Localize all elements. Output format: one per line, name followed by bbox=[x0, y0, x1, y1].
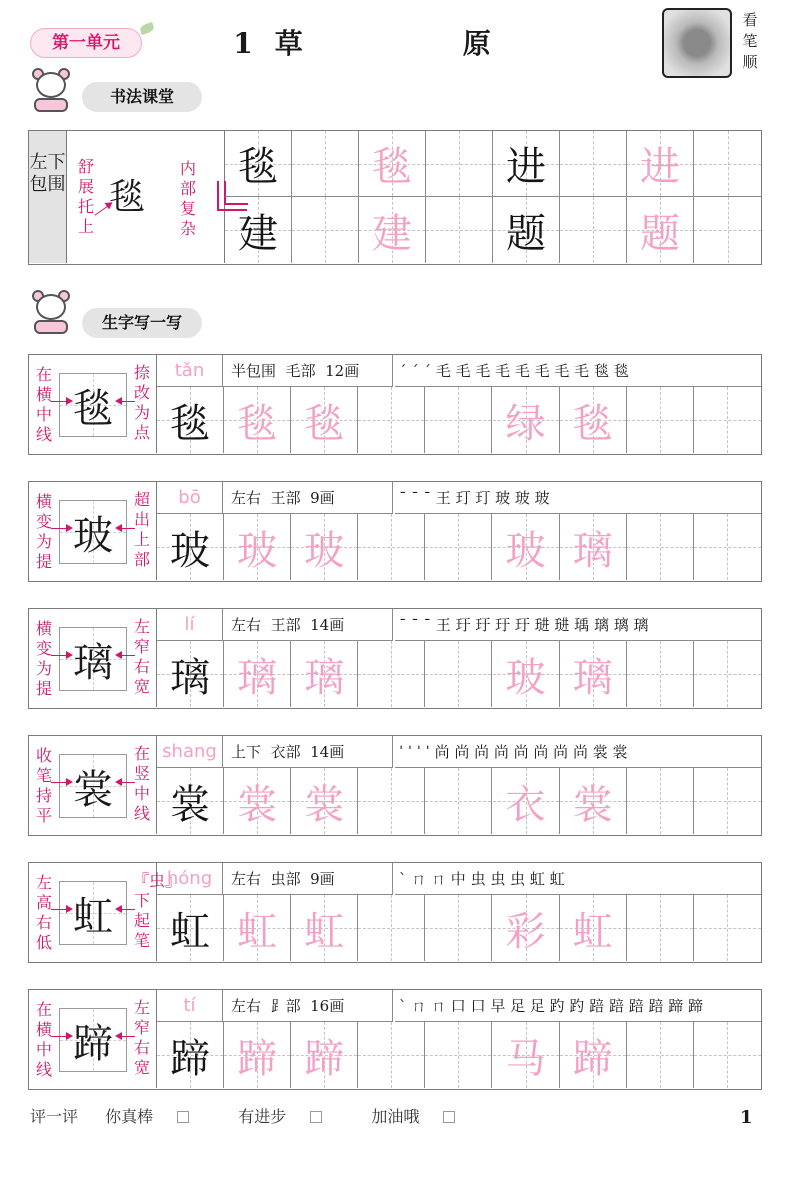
tip-arrow bbox=[117, 401, 135, 402]
practice-cell[interactable] bbox=[157, 1022, 224, 1088]
left-tip: 左高右低 bbox=[35, 873, 52, 952]
practice-banner: 生字写一写 bbox=[82, 308, 202, 338]
practice-cell[interactable] bbox=[694, 895, 761, 961]
practice-cell[interactable] bbox=[627, 514, 694, 580]
pinyin: bō bbox=[157, 482, 223, 514]
page-number: 1 bbox=[740, 1107, 753, 1128]
trace-character: 玻 bbox=[505, 654, 546, 701]
trace-character: 彩 bbox=[505, 908, 546, 955]
trace-character: 毯 bbox=[304, 400, 345, 447]
stroke-order: ˈ ˈ ˈ ˈ 尚 尚 尚 尚 尚 尚 尚 尚 裳 裳 bbox=[395, 736, 761, 768]
trace-character: 玻 bbox=[505, 527, 546, 574]
practice-cell[interactable] bbox=[425, 641, 492, 707]
lesson-title-text: 草 原 bbox=[274, 27, 557, 60]
trace-character: 毯 bbox=[372, 144, 412, 190]
stroke-order: ˉ ˉ ˉ 王 玗 玗 玗 玗 琎 琎 瑀 璃 璃 璃 bbox=[395, 609, 761, 641]
evaluation-bar bbox=[30, 1104, 499, 1127]
pinyin: tǎn bbox=[157, 355, 223, 387]
demo-character: 玻 bbox=[73, 512, 113, 559]
practice-row bbox=[28, 989, 762, 1090]
demo-character: 璃 bbox=[73, 639, 113, 686]
practice-cell[interactable] bbox=[292, 197, 359, 263]
practice-cell[interactable] bbox=[359, 131, 426, 197]
trace-character: 璃 bbox=[237, 654, 278, 701]
left-tip: 收笔持平 bbox=[35, 746, 52, 825]
model-character: 进 bbox=[506, 144, 546, 190]
practice-row bbox=[28, 862, 762, 963]
pinyin: hóng bbox=[157, 863, 223, 895]
practice-cell[interactable] bbox=[358, 768, 425, 834]
practice-row bbox=[28, 481, 762, 582]
practice-cell[interactable] bbox=[425, 514, 492, 580]
tip-arrow bbox=[51, 1036, 71, 1037]
practice-cell[interactable] bbox=[694, 131, 761, 197]
practice-cell[interactable] bbox=[560, 895, 627, 961]
practice-cell[interactable] bbox=[560, 387, 627, 453]
practice-cell[interactable] bbox=[358, 1022, 425, 1088]
char-info bbox=[223, 609, 393, 641]
practice-cell[interactable] bbox=[291, 387, 358, 453]
tip-arrow bbox=[117, 528, 135, 529]
stroke-count: 9画 bbox=[310, 870, 335, 888]
demo-box bbox=[59, 500, 127, 564]
trace-character: 绿 bbox=[505, 400, 546, 447]
option-keep-going[interactable]: 加油哦 bbox=[371, 1107, 477, 1126]
practice-cell[interactable] bbox=[627, 387, 694, 453]
pinyin: tí bbox=[157, 990, 223, 1022]
practice-cell[interactable] bbox=[358, 387, 425, 453]
left-tip: 横变为提 bbox=[35, 492, 52, 571]
tip-arrow bbox=[51, 782, 71, 783]
practice-cell[interactable] bbox=[560, 641, 627, 707]
trace-character: 玻 bbox=[304, 527, 345, 574]
stroke-count: 14画 bbox=[310, 616, 345, 634]
practice-row bbox=[28, 735, 762, 836]
trace-character: 玻 bbox=[237, 527, 278, 574]
trace-character: 蹄 bbox=[572, 1035, 613, 1082]
practice-cell[interactable] bbox=[493, 197, 560, 263]
char-info bbox=[223, 482, 393, 514]
structure: 左右 bbox=[231, 489, 262, 507]
structure-label: 左下包围 bbox=[29, 131, 67, 263]
practice-cell[interactable] bbox=[157, 895, 224, 961]
practice-cell[interactable] bbox=[157, 768, 224, 834]
practice-cell[interactable] bbox=[627, 197, 694, 263]
practice-cell[interactable] bbox=[291, 768, 358, 834]
demo-box bbox=[59, 373, 127, 437]
practice-cell[interactable] bbox=[157, 387, 224, 453]
practice-cell[interactable] bbox=[426, 131, 493, 197]
practice-cell[interactable] bbox=[694, 1022, 761, 1088]
stroke-count: 9画 bbox=[310, 489, 335, 507]
practice-cell[interactable] bbox=[493, 131, 560, 197]
practice-cell[interactable] bbox=[224, 641, 291, 707]
stroke-count: 14画 bbox=[310, 743, 345, 761]
model-character: 玻 bbox=[170, 527, 211, 574]
trace-character: 璃 bbox=[572, 527, 613, 574]
model-character: 蹄 bbox=[170, 1035, 211, 1082]
tip-arrow bbox=[117, 1036, 135, 1037]
practice-cell[interactable] bbox=[627, 641, 694, 707]
model-character: 裳 bbox=[170, 781, 211, 828]
stroke-count: 16画 bbox=[310, 997, 345, 1015]
practice-cell[interactable] bbox=[224, 895, 291, 961]
trace-character: 衣 bbox=[505, 781, 546, 828]
demo-panel bbox=[29, 736, 157, 834]
trace-character: 马 bbox=[505, 1035, 546, 1082]
structure: 左右 bbox=[231, 997, 262, 1015]
model-character: 题 bbox=[506, 210, 546, 257]
practice-cell[interactable] bbox=[426, 197, 493, 263]
practice-cell[interactable] bbox=[560, 197, 627, 263]
demo-character: 裳 bbox=[73, 766, 113, 813]
practice-cell[interactable] bbox=[493, 514, 560, 580]
calligraphy-demo bbox=[67, 131, 225, 263]
left-tip: 在横中线 bbox=[35, 365, 52, 444]
checkbox[interactable] bbox=[443, 1111, 455, 1123]
practice-cell[interactable] bbox=[493, 641, 560, 707]
demo-character: 蹄 bbox=[73, 1020, 113, 1067]
practice-cell[interactable] bbox=[358, 641, 425, 707]
trace-character: 裳 bbox=[237, 781, 278, 828]
radical: 衣部 bbox=[270, 743, 301, 761]
left-tip: 横变为提 bbox=[35, 619, 52, 698]
stroke-order: ˊ ˊ ˊ 毛 毛 毛 毛 毛 毛 毛 毛 毯 毯 bbox=[395, 355, 761, 387]
trace-character: 毯 bbox=[572, 400, 613, 447]
practice-cell[interactable] bbox=[291, 641, 358, 707]
right-tip: 内部复杂 bbox=[179, 159, 196, 238]
practice-cell[interactable] bbox=[291, 895, 358, 961]
trace-character: 虹 bbox=[304, 908, 345, 955]
practice-cell[interactable] bbox=[291, 514, 358, 580]
checkbox[interactable] bbox=[310, 1111, 322, 1123]
demo-character: 虹 bbox=[73, 893, 113, 940]
demo-character: 毯 bbox=[109, 177, 146, 218]
practice-cell[interactable] bbox=[292, 131, 359, 197]
practice-cell[interactable] bbox=[627, 131, 694, 197]
practice-cell[interactable] bbox=[627, 895, 694, 961]
char-info bbox=[223, 355, 393, 387]
practice-cell[interactable] bbox=[425, 1022, 492, 1088]
practice-cell[interactable] bbox=[493, 387, 560, 453]
practice-cell[interactable] bbox=[157, 514, 224, 580]
right-tip: 捺改为点 bbox=[133, 363, 150, 442]
char-info bbox=[223, 863, 393, 895]
stroke-count: 12画 bbox=[325, 362, 360, 380]
practice-cell[interactable] bbox=[425, 895, 492, 961]
practice-cell[interactable] bbox=[225, 197, 292, 263]
trace-character: 璃 bbox=[304, 654, 345, 701]
practice-cell[interactable] bbox=[493, 1022, 560, 1088]
structure: 左右 bbox=[231, 870, 262, 888]
stroke-order: ˋ ㄇ ㄇ 口 口 早 足 足 趵 趵 踣 踣 踣 踣 蹄 蹄 bbox=[395, 990, 761, 1022]
structure: 半包围 bbox=[231, 362, 277, 380]
practice-cell[interactable] bbox=[425, 768, 492, 834]
radical: 虫部 bbox=[270, 870, 301, 888]
practice-cell[interactable] bbox=[694, 197, 761, 263]
practice-cell[interactable] bbox=[224, 514, 291, 580]
left-tip: 舒展托上 bbox=[77, 157, 94, 236]
tip-arrow bbox=[117, 782, 135, 783]
left-tip: 在横中线 bbox=[35, 1000, 52, 1079]
radical: 王部 bbox=[270, 616, 301, 634]
practice-cell[interactable] bbox=[359, 197, 426, 263]
practice-cell[interactable] bbox=[694, 514, 761, 580]
qr-label: 看笔顺 bbox=[742, 11, 758, 71]
model-character: 毯 bbox=[238, 144, 278, 190]
structure: 上下 bbox=[231, 743, 262, 761]
demo-panel bbox=[29, 609, 157, 707]
tip-arrow bbox=[51, 401, 71, 402]
demo-panel bbox=[29, 863, 182, 961]
model-character: 建 bbox=[238, 210, 278, 257]
practice-cell[interactable] bbox=[627, 768, 694, 834]
qr-code[interactable] bbox=[662, 8, 732, 78]
practice-cell[interactable] bbox=[224, 768, 291, 834]
trace-character: 题 bbox=[640, 210, 680, 257]
trace-character: 进 bbox=[640, 144, 680, 190]
checkbox[interactable] bbox=[177, 1111, 189, 1123]
calligraphy-banner: 书法课堂 bbox=[82, 82, 202, 112]
tip-arrow bbox=[117, 655, 135, 656]
practice-cell[interactable] bbox=[493, 895, 560, 961]
stroke-order: ˉ ˉ ˉ 王 玎 玎 玻 玻 玻 bbox=[395, 482, 761, 514]
trace-character: 建 bbox=[372, 210, 412, 257]
radical: ⻊部 bbox=[270, 997, 301, 1015]
model-character: 毯 bbox=[170, 400, 211, 447]
unit-tag: 第一单元 bbox=[30, 28, 142, 58]
trace-character: 虹 bbox=[237, 908, 278, 955]
radical: 毛部 bbox=[285, 362, 316, 380]
trace-character: 裳 bbox=[304, 781, 345, 828]
char-info bbox=[223, 736, 393, 768]
demo-box bbox=[59, 627, 127, 691]
tip-arrow bbox=[51, 909, 71, 910]
calligraphy-table bbox=[28, 130, 762, 265]
demo-panel bbox=[29, 482, 157, 580]
option-great[interactable]: 你真棒 bbox=[105, 1107, 211, 1126]
option-progress[interactable]: 有进步 bbox=[238, 1107, 344, 1126]
practice-cell[interactable] bbox=[694, 641, 761, 707]
demo-panel bbox=[29, 355, 157, 453]
practice-row bbox=[28, 608, 762, 709]
trace-character: 虹 bbox=[572, 908, 613, 955]
trace-character: 毯 bbox=[237, 400, 278, 447]
practice-cell[interactable] bbox=[358, 895, 425, 961]
right-tip: 在竖中线 bbox=[133, 744, 150, 823]
tip-arrow bbox=[51, 655, 71, 656]
practice-cell[interactable] bbox=[560, 768, 627, 834]
practice-cell[interactable] bbox=[425, 387, 492, 453]
tip-arrow bbox=[51, 528, 71, 529]
right-tip: 『虫』下起笔 bbox=[133, 871, 182, 950]
practice-cell[interactable] bbox=[627, 1022, 694, 1088]
practice-cell[interactable] bbox=[694, 387, 761, 453]
stroke-order: ˋ ㄇ ㄇ 中 虫 虫 虫 虹 虹 bbox=[395, 863, 761, 895]
model-character: 璃 bbox=[170, 654, 211, 701]
right-tip: 超出上部 bbox=[133, 490, 150, 569]
demo-box bbox=[59, 881, 127, 945]
practice-cell[interactable] bbox=[225, 131, 292, 197]
practice-cell[interactable] bbox=[694, 768, 761, 834]
model-character: 虹 bbox=[170, 908, 211, 955]
structure: 左右 bbox=[231, 616, 262, 634]
pinyin: lí bbox=[157, 609, 223, 641]
practice-cell[interactable] bbox=[560, 514, 627, 580]
demo-character: 毯 bbox=[73, 385, 113, 432]
practice-cell[interactable] bbox=[358, 514, 425, 580]
practice-row bbox=[28, 354, 762, 455]
panda-mascot-icon bbox=[28, 68, 74, 112]
right-tip: 左窄右宽 bbox=[133, 998, 150, 1077]
practice-cell[interactable] bbox=[157, 641, 224, 707]
practice-cell[interactable] bbox=[224, 1022, 291, 1088]
trace-character: 蹄 bbox=[237, 1035, 278, 1082]
practice-cell[interactable] bbox=[560, 1022, 627, 1088]
radical: 王部 bbox=[270, 489, 301, 507]
lesson-number: 1 bbox=[233, 27, 253, 60]
right-tip: 左窄右宽 bbox=[133, 617, 150, 696]
practice-cell[interactable] bbox=[493, 768, 560, 834]
demo-box bbox=[59, 754, 127, 818]
trace-character: 璃 bbox=[572, 654, 613, 701]
pinyin: shang bbox=[157, 736, 223, 768]
practice-cell[interactable] bbox=[291, 1022, 358, 1088]
practice-cell[interactable] bbox=[224, 387, 291, 453]
demo-panel bbox=[29, 990, 157, 1088]
evaluate-label: 评一评 bbox=[30, 1107, 79, 1126]
tip-arrow bbox=[117, 909, 135, 910]
cat-mascot-icon bbox=[28, 290, 74, 334]
char-info bbox=[223, 990, 393, 1022]
practice-cell[interactable] bbox=[560, 131, 627, 197]
demo-box bbox=[59, 1008, 127, 1072]
trace-character: 裳 bbox=[572, 781, 613, 828]
trace-character: 蹄 bbox=[304, 1035, 345, 1082]
